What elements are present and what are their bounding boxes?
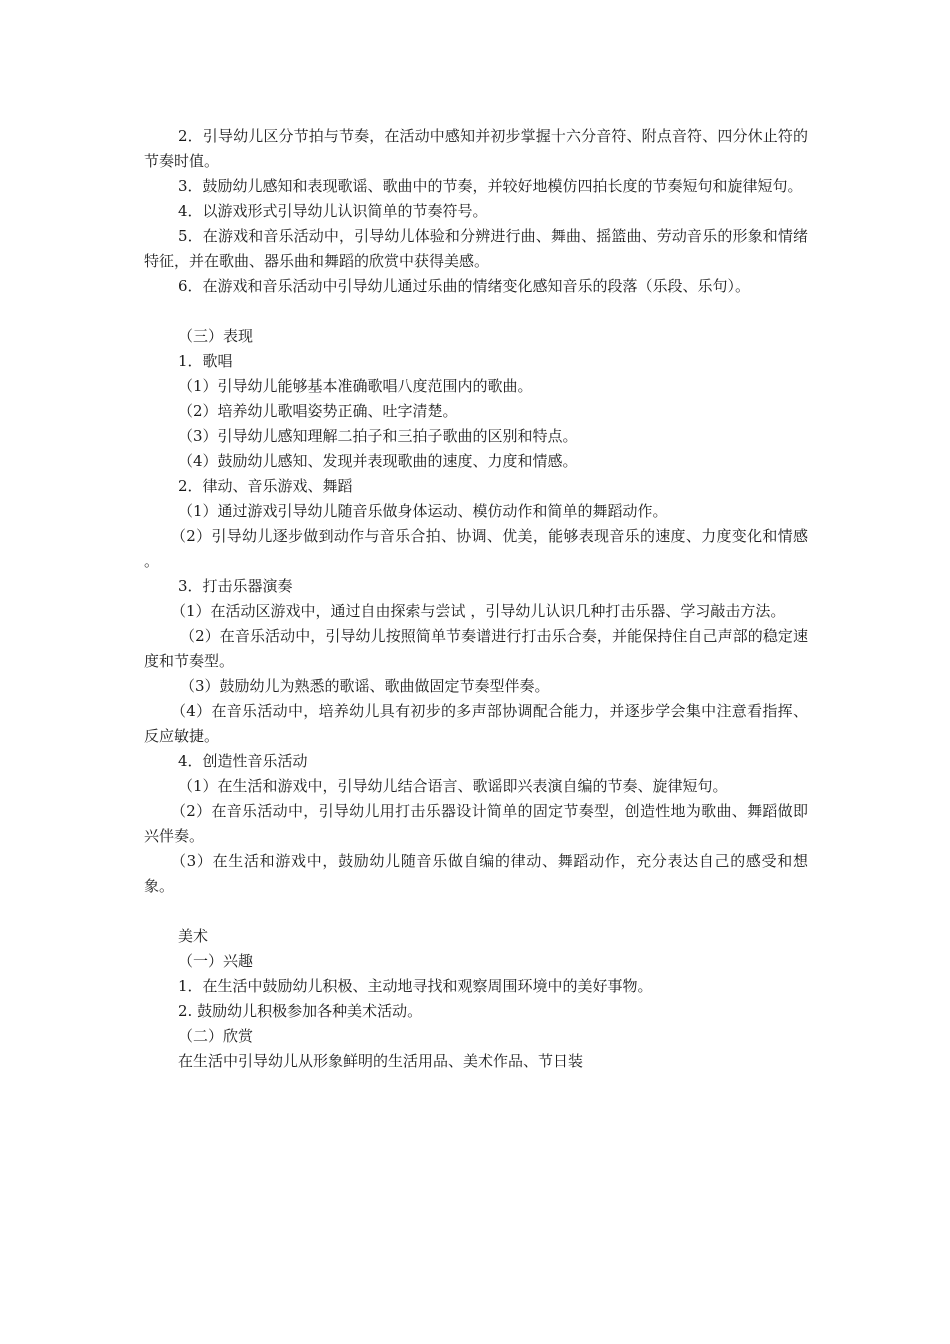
paragraph-item-5: 5．在游戏和音乐活动中，引导幼儿体验和分辨进行曲、舞曲、摇篮曲、劳动音乐的形象和情绪特征，并在歌曲、器乐曲和舞蹈的欣赏中获得美感。: [144, 227, 808, 270]
list-item: （3）鼓励幼儿为熟悉的歌谣、歌曲做固定节奏型伴奏。: [180, 677, 550, 695]
subheading-creative: 4．创造性音乐活动: [178, 752, 308, 770]
list-item: 2. 鼓励幼儿积极参加各种美术活动。: [178, 1002, 423, 1020]
list-item: （3）在生活和游戏中，鼓励幼儿随音乐做自编的律动、舞蹈动作，充分表达自己的感受和想象。: [144, 852, 808, 895]
subheading-appreciation: （二）欣赏: [178, 1027, 254, 1045]
list-item: （1）通过游戏引导幼儿随音乐做身体运动、模仿动作和简单的舞蹈动作。: [178, 502, 668, 520]
list-item: （4）鼓励幼儿感知、发现并表现歌曲的速度、力度和情感。: [178, 452, 578, 470]
list-item: （2）培养幼儿歌唱姿势正确、吐字清楚。: [178, 402, 458, 420]
paragraph-item-2: 2．引导幼儿区分节拍与节奏，在活动中感知并初步掌握十六分音符、附点音符、四分休止符的节奏时值。: [144, 127, 808, 170]
list-item: （2）引导幼儿逐步做到动作与音乐合拍、协调、优美，能够表现音乐的速度、力度变化和情感 。: [144, 527, 808, 570]
list-item: （1）在生活和游戏中，引导幼儿结合语言、歌谣即兴表演自编的节奏、旋律短句。: [178, 777, 728, 795]
subheading-movement: 2．律动、音乐游戏、舞蹈: [178, 477, 353, 495]
paragraph-truncated: 在生活中引导幼儿从形象鲜明的生活用品、美术作品、节日装: [178, 1052, 584, 1070]
paragraph-item-6: 6．在游戏和音乐活动中引导幼儿通过乐曲的情绪变化感知音乐的段落（乐段、乐句）。: [178, 277, 751, 295]
subheading-singing: 1．歌唱: [178, 352, 233, 370]
paragraph-item-3: 3．鼓励幼儿感知和表现歌谣、歌曲中的节奏，并较好地模仿四拍长度的节奏短句和旋律短句。: [178, 177, 803, 195]
list-item: （2）在音乐活动中，引导幼儿按照简单节奏谱进行打击乐合奏，并能保持住自己声部的稳定速度和节奏型。: [144, 627, 808, 670]
list-item: （1）引导幼儿能够基本准确歌唱八度范围内的歌曲。: [178, 377, 533, 395]
spacer: [144, 299, 808, 324]
list-item: （2）在音乐活动中，引导幼儿用打击乐器设计简单的固定节奏型，创造性地为歌曲、舞蹈做即兴伴奏。: [144, 802, 808, 845]
subheading-percussion: 3．打击乐器演奏: [178, 577, 293, 595]
paragraph-item-4: 4．以游戏形式引导幼儿认识简单的节奏符号。: [178, 202, 488, 220]
list-item: （3）引导幼儿感知理解二拍子和三拍子歌曲的区别和特点。: [178, 427, 578, 445]
document-body: [144, 124, 808, 1074]
list-item: （4）在音乐活动中，培养幼儿具有初步的多声部协调配合能力，并逐步学会集中注意看指挥、反应敏捷。: [144, 702, 808, 745]
section-heading-art: 美术: [178, 927, 209, 945]
subheading-interest: （一）兴趣: [178, 952, 254, 970]
section-heading-biaoxian: （三）表现: [178, 327, 254, 345]
list-item: （1）在活动区游戏中，通过自由探索与尝试 ，引导幼儿认识几种打击乐器、学习敲击方法。: [171, 602, 786, 620]
spacer: [144, 899, 808, 924]
list-item: 1．在生活中鼓励幼儿积极、主动地寻找和观察周围环境中的美好事物。: [178, 977, 653, 995]
